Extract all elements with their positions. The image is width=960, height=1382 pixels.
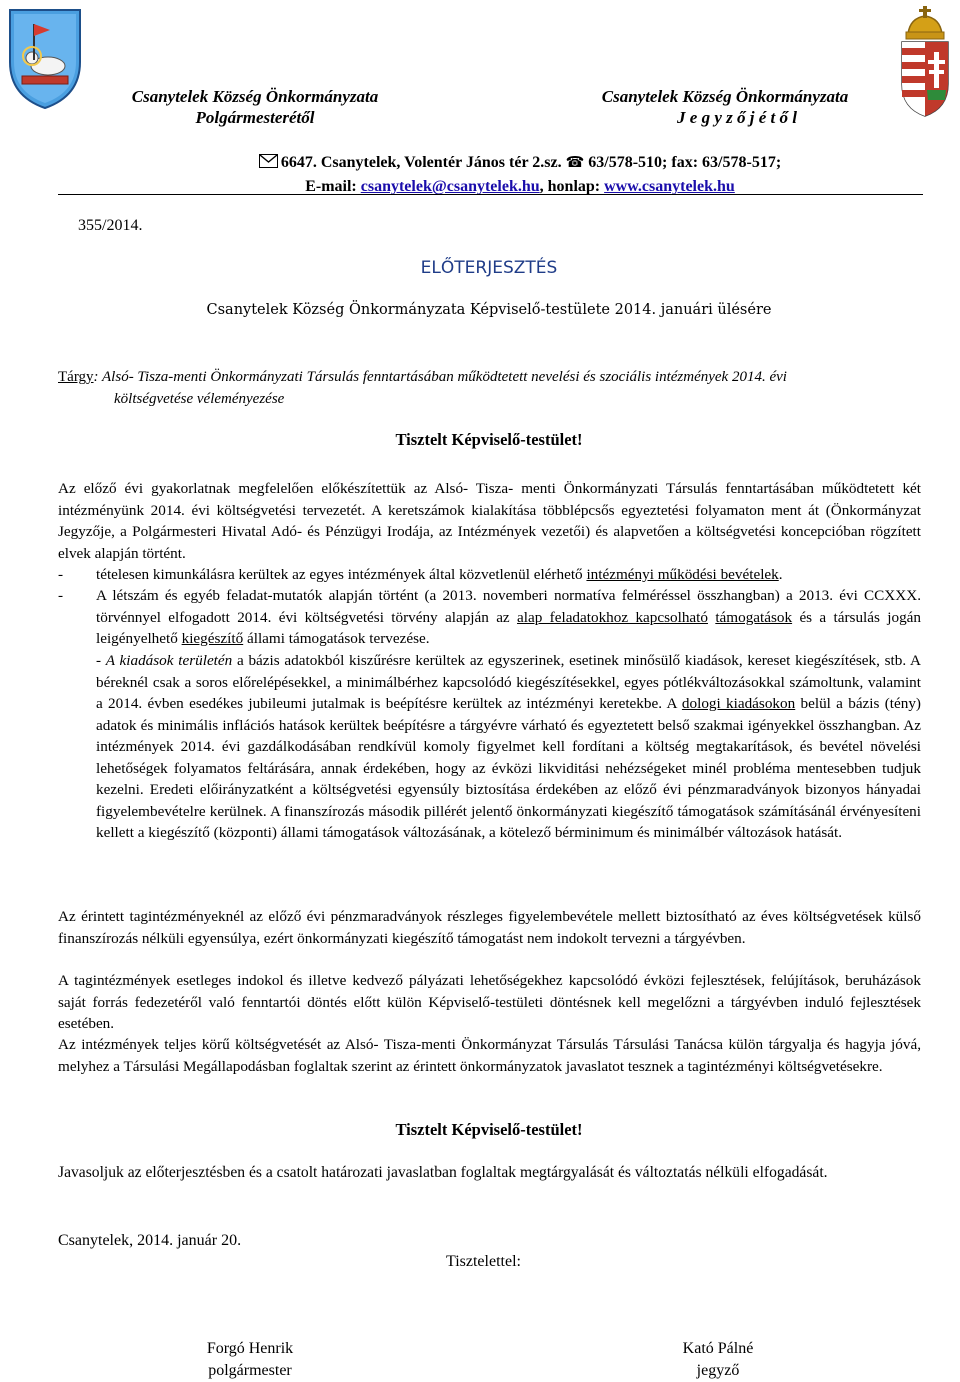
bullet3-text2: belül a bázis (tény) adatok és minimális inflációs hatások kerültek beépítésre a tárgyévre várható és egyeztetett belső szakmai igényekkel összhangban. Az intézmények 2014. évi gazdálkodásában rendkívül komoly figyelmet kell fordítani a költség megtakarítások, és bevétel növelési lehetőségek folyamatos feltárására, annak érdekében, hogy az évközi likviditási nehézségeket minél probléma mentesebben tudjuk kezelni. Eredeti előirányzatként a költségvetési egyensúly biztosítása érdekében az előző évi pénzmaradványok bizonyos hányadai figyelembevételre kerülnek. A finanszírozás második pillérét jelentő önkormányzati kiegészítő támogatások számításánál érvényesíteni kellett a kiegészítő (központi) állami támogatások változásának, a kötelező bérminimum és minimálbér változások hatását.	[96, 695, 921, 841]
bullet1-end: .	[778, 566, 783, 583]
paragraph-balance: Az érintett tagintézményeknél az előző évi pénzmaradványok részleges figyelembevétele mellett biztosítható az éves költségvetések külső finanszírozás nélküli egyensúlya, ezért önkormányzati kiegészítő támogatást nem indokolt tervezni a tárgyévben.	[58, 908, 921, 947]
bullet3-italic: A kiadások területén	[105, 652, 233, 669]
subject-text-line1: : Alsó- Tisza-menti Önkormányzati Társulás fenntartásában működtetett nevelési és szociális intézmények 2014. évi	[93, 369, 787, 385]
header-left-line2: Polgármesterétől	[195, 108, 315, 127]
bullet2-end: állami támogatások tervezése.	[243, 630, 430, 647]
bullet-dash: -	[96, 652, 106, 669]
contact-block	[200, 150, 840, 199]
salutation-top: Tisztelt Képviselő-testület!	[395, 430, 583, 449]
hungarian-coat-of-arms-logo	[896, 4, 954, 120]
email-line	[200, 175, 840, 199]
signer-title: jegyző	[696, 1362, 740, 1379]
bullet-dash: -	[58, 587, 64, 604]
mayor-office-header	[100, 86, 410, 128]
village-crest-logo	[4, 4, 86, 112]
signer-title: polgármester	[208, 1362, 292, 1379]
paragraph-developments: A tagintézmények esetleges indokol és illetve kedvező pályázati lehetőségekhez kapcsolódó évközi fejlesztések, felújítások, beruházások saját forrás fedezetéről való fenntartói döntés előtt külön Képviselő-testületi döntésnek kell megelőzni a tárgyévben induló fejlesztések esetében.	[58, 972, 921, 1032]
date-line: Csanytelek, 2014. január 20.	[58, 1232, 242, 1249]
homepage-link[interactable]: www.csanytelek.hu	[604, 178, 735, 195]
subject-block	[58, 366, 928, 410]
bullet-dash: -	[58, 566, 64, 583]
address-text: 6647. Csanytelek, Volentér János tér 2.sz.	[280, 154, 562, 171]
bullet3-text1: a bázis adatokból kiszűrésre kerültek az egyszerinek, esetinek minősülő kiadások, kereset kiegészítések, stb. A béreknél csak a soros előrelépésekkel, a minimálbérhez kapcsolódó kiegészítésekkel, egyes pótlékváltozásokkal számoltunk, valamint a 2014. évben esedékes jubileumi jutalmak is beépítésre kerültek az intézményi keretekbe. A	[96, 652, 922, 712]
bullet3-underlined: dologi kiadásokon	[681, 695, 796, 712]
email-label: E-mail:	[305, 178, 357, 195]
proposal-paragraph: Javasoljuk az előterjesztésben és a csatolt határozati javaslatban foglaltak megtárgyalását és változtatás nélküli elfogadását.	[58, 1164, 828, 1181]
closing-line: Tisztelettel:	[446, 1253, 521, 1270]
bullet2-underlined3: kiegészítő	[181, 630, 244, 647]
signer-name: Forgó Henrik	[206, 1340, 294, 1357]
bullet1-underlined: intézményi működési bevételek	[586, 566, 779, 583]
header-left-line1: Csanytelek Község Önkormányzata	[131, 87, 379, 106]
bullet2-underlined2: támogatások	[715, 608, 793, 626]
bullet-staffing	[58, 585, 921, 650]
envelope-icon	[259, 154, 278, 168]
bullet2-mid: és a társulás jogán leigényelhető	[96, 608, 921, 647]
intro-text-b: A keretszámok kialakítása többlépcsős egyeztetési folyamaton ment át (Önkormányzat Jegyzője, a Polgármesteri Hivatal Adó- és Pénzügyi Irodája, az Intézmények vezetői) és alapvetően a költségvetési koncepcióban rögzített elvek alapján történt.	[58, 501, 921, 562]
salutation-bottom: Tisztelt Képviselő-testület!	[395, 1120, 583, 1139]
bullet-revenues	[58, 564, 921, 586]
signer-mayor	[150, 1338, 350, 1382]
signer-notary	[618, 1338, 818, 1382]
bullet2-text: A létszám és egyéb feladat-mutatók alapján történt (a 2013. novemberi normatíva felméréssel összhangban) a 2013. évi CCXXX. törvénnyel elfogadott 2014. évi költségvetési törvény alapján az	[96, 587, 921, 626]
subject-line1	[58, 366, 928, 388]
subject-text-line2: költségvetése véleményezése	[114, 391, 285, 407]
homepage-label: , honlap:	[539, 178, 601, 195]
header-right-line1: Csanytelek Község Önkormányzata	[601, 87, 849, 106]
reference-number: 355/2014.	[78, 217, 143, 234]
email-link[interactable]: csanytelek@csanytelek.hu	[360, 178, 540, 195]
bullet2-underlined1: alap feladatokhoz kapcsolható	[517, 608, 708, 626]
phone-text: 63/578-510; fax: 63/578-517;	[588, 154, 782, 171]
header-right-line2: J e g y z ő j é t ő l	[677, 108, 797, 127]
bullet-expenditures	[96, 650, 921, 844]
signer-name: Kató Pálné	[682, 1340, 754, 1357]
header-divider	[58, 194, 923, 195]
doc-subtitle: Csanytelek Község Önkormányzata Képviselő-testülete 2014. januári ülésére	[206, 302, 772, 318]
paragraph-association: Az intézmények teljes körű költségvetését az Alsó- Tisza-menti Önkormányzat Társulás Társulási Tanácsa külön tárgyalja és hagyja jóvá, melyhez a Társulási Megállapodásban foglaltak szerint az érintett önkormányzatok javaslatot tesznek a tagintézményi költségvetésekre.	[58, 1036, 921, 1075]
intro-paragraph	[58, 478, 921, 564]
subject-label: Tárgy	[58, 369, 94, 385]
notary-office-header	[570, 86, 880, 128]
bullet1-text: tételesen kimunkálásra kerültek az egyes intézmények által közvetlenül elérhető	[96, 566, 587, 583]
doc-title: ELŐTERJESZTÉS	[420, 258, 558, 278]
phone-icon: ☎	[565, 153, 585, 171]
address-line	[200, 150, 840, 175]
intro-text-a: Az előző évi gyakorlatnak megfelelően előkészítettük az Alsó- Tisza- menti Önkormányzati Társulás fenntartásában működtetett két intézményünk 2014. évi költségvetési tervezetét.	[58, 480, 921, 519]
